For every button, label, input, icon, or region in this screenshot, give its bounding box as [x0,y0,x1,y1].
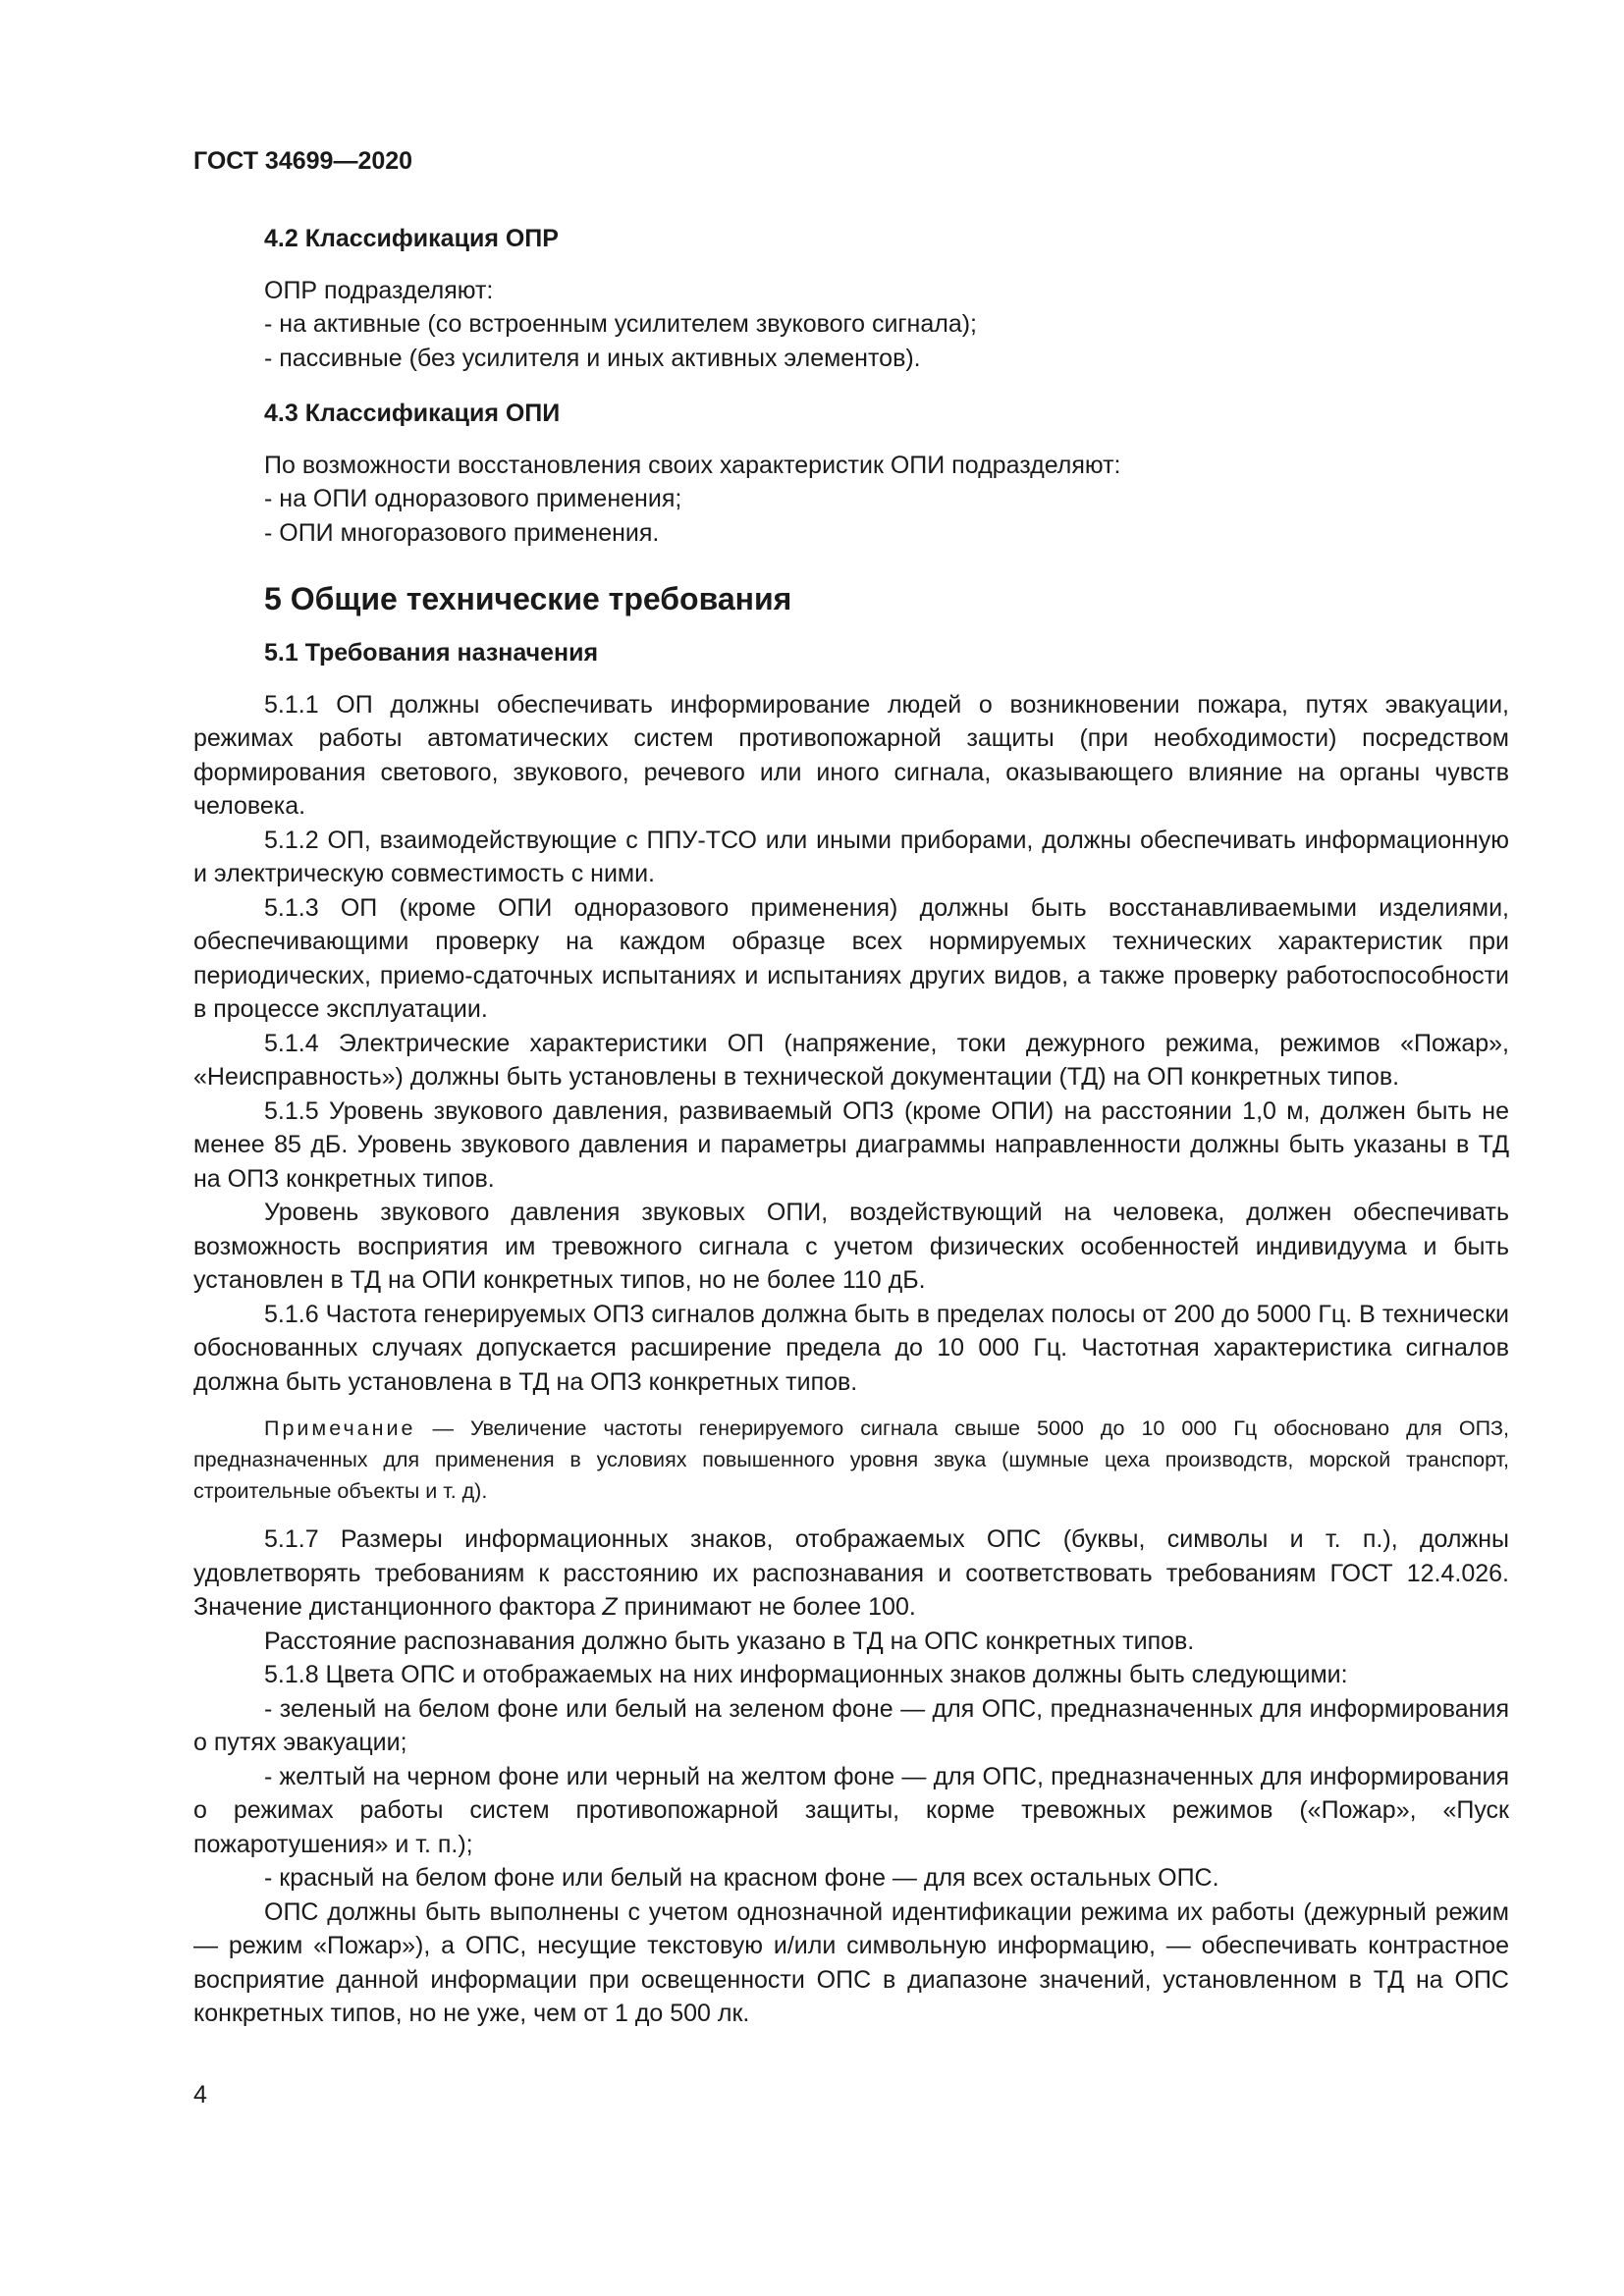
list-item: - пассивные (без усилителя и иных активных элементов). [264,344,921,372]
section-heading: 4.3 Классификация ОПИ [264,400,561,427]
chapter-heading: 5 Общие технические требования [264,581,792,616]
paragraph: Расстояние распознавания должно быть указано в ТД на ОПС конкретных типов. [264,1627,1195,1655]
list-item: - на ОПИ одноразового применения; [264,485,682,512]
text-line: ОПР подразделяют: [264,276,494,304]
section-heading: 4.2 Классификация ОПР [264,225,559,252]
paragraph-text: 5.1.7 Размеры информационных знаков, отображаемых ОПС (буквы, символы и т. п.), должны удовлетворять требованиям к расстоянию их распознавания и соответствовать требованиям ГОСТ 12.4.026. Значение дистанционного фактора [193,1525,1509,1621]
paragraph: Уровень звукового давления звуковых ОПИ, воздействующий на человека, должен обеспечивать возможность восприятия им тревожного сигнала с учетом физических особенностей индивидуума и быть установлен в ТД на ОПИ конкретных типов, но не более 110 дБ. [193,1199,1509,1294]
paragraph: 5.1.4 Электрические характеристики ОП (напряжение, токи дежурного режима, режимов «Пожар», «Неисправность») должны быть установлены в технической документации (ТД) на ОП конкретных типов. [193,1029,1509,1091]
note-text: — Увеличение частоты генерируемого сигнала свыше 5000 до 10 000 Гц обосновано для ОПЗ, предназначенных для применения в условиях повышенного уровня звука (шумные цеха производств, морской транспорт, строительные объекты и т. д). [193,1416,1509,1503]
list-item: - зеленый на белом фоне или белый на зеленом фоне — для ОПС, предназначенных для информирования о путях эвакуации; [193,1694,1509,1756]
list-item: - красный на белом фоне или белый на красном фоне — для всех остальных ОПС. [264,1864,1219,1892]
paragraph [193,1522,1509,1625]
variable-z: Z [602,1593,618,1621]
list-item: - ОПИ многоразового применения. [264,518,660,547]
paragraph: 5.1.3 ОП (кроме ОПИ одноразового применения) должны быть восстанавливаемыми изделиями, обеспечивающими проверку на каждом образце всех нормируемых технических характеристик при периодических, приемо-сдаточных испытаниях и испытаниях других видов, а также проверку работоспособности в процессе эксплуатации. [193,893,1509,1023]
paragraph: 5.1.8 Цвета ОПС и отображаемых на них информационных знаков должны быть следующими: [264,1661,1348,1688]
section-4-3 [193,397,1509,550]
section-5-1 [193,636,1509,2031]
page-header: ГОСТ 34699—2020 [193,147,413,175]
note [193,1413,1509,1507]
section-heading: 5.1 Требования назначения [264,639,599,667]
paragraph: 5.1.5 Уровень звукового давления, развиваемый ОПЗ (кроме ОПИ) на расстоянии 1,0 м, должен быть не менее 85 дБ. Уровень звукового давления и параметры диаграммы направленности должны быть указаны в ТД на ОПЗ конкретных типов. [193,1096,1509,1193]
list-item: - желтый на черном фоне или черный на желтом фоне — для ОПС, предназначенных для информирования о режимах работы систем противопожарной защиты, корме тревожных режимов («Пожар», «Пуск пожаротушения» и т. п.); [193,1762,1509,1858]
page-number: 4 [193,2081,207,2109]
paragraph: ОПС должны быть выполнены с учетом однозначной идентификации режима их работы (дежурный режим — режим «Пожар»), а ОПС, несущие текстовую и/или символьную информацию, — обеспечивать контрастное восприятие данной информации при освещенности ОПС в диапазоне значений, установленном в ТД на ОПС конкретных типов, но не уже, чем от 1 до 500 лк. [193,1897,1509,2027]
section-4-2 [193,222,1509,375]
text-line: По возможности восстановления своих характеристик ОПИ подразделяют: [264,451,1121,479]
paragraph: 5.1.6 Частота генерируемых ОПЗ сигналов должна быть в пределах полосы от 200 до 5000 Гц. В технически обоснованных случаях допускается расширение предела до 10 000 Гц. Частотная характеристика сигналов должна быть установлена в ТД на ОПЗ конкретных типов. [193,1300,1509,1396]
note-label: Примечание [264,1416,416,1440]
list-item: - на активные (со встроенным усилителем звукового сигнала); [264,310,978,338]
paragraph: 5.1.2 ОП, взаимодействующие с ППУ-ТСО или иными приборами, должны обеспечивать информационную и электрическую совместимость с ними. [193,826,1509,887]
paragraph-text: принимают не более 100. [617,1593,916,1621]
paragraph: 5.1.1 ОП должны обеспечивать информирование людей о возникновении пожара, путях эвакуации, режимах работы автоматических систем противопожарной защиты (при необходимости) посредством формирования светового, звукового, речевого или иного сигнала, оказывающего влияние на органы чувств человека. [193,690,1509,820]
document-body [193,222,1509,2031]
